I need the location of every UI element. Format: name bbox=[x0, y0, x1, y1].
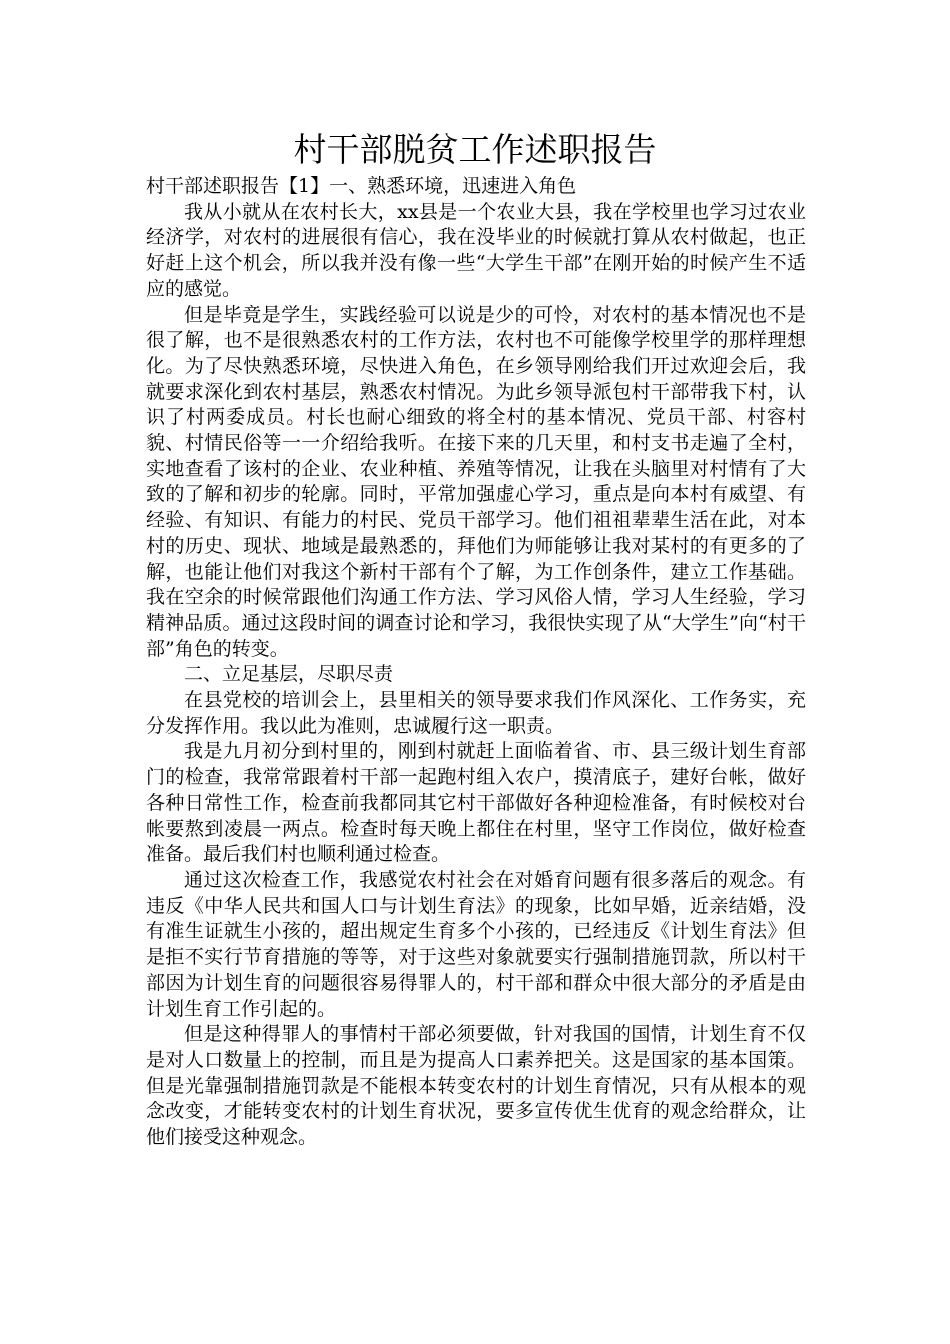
paragraph: 但是毕竟是学生，实践经验可以说是少的可怜，对农村的基本情况也不是很了解，也不是很熟悉农村的工作方法，农村也不可能像学校里学的那样理想化。为了尽快熟悉环境，尽快进入角色，在乡领导刚给我们开过欢迎会后，我就要求深化到农村基层，熟悉农村情况。为此乡领导派包村干部带我下村，认识了村两委成员。村长也耐心细致的将全村的基本情况、党员干部、村容村貌、村情民俗等一一介绍给我听。在接下来的几天里，和村支书走遍了全村，实地查看了该村的企业、农业种植、养殖等情况，让我在头脑里对村情有了大致的了解和初步的轮廓。同时，平常加强虚心学习，重点是向本村有威望、有经验、有知识、有能力的村民、党员干部学习。他们祖祖辈辈生活在此，对本村的历史、现状、地域是最熟悉的，拜他们为师能够让我对某村的有更多的了解，也能让他们对我这个新村干部有个了解，为工作创条件，建立工作基础。我在空余的时候常跟他们沟通工作方法、学习风俗人情，学习人生经验，学习精神品质。通过这段时间的调查讨论和学习，我很快实现了从“大学生”向“村干部”角色的转变。 bbox=[146, 303, 806, 660]
paragraph: 我从小就从在农村长大，xx县是一个农业大县，我在学校里也学习过农业经济学，对农村的进展很有信心，我在没毕业的时候就打算从农村做起，也正好赶上这个机会，所以我并没有像一些“大学生干部”在刚开始的时候产生不适应的感觉。 bbox=[146, 200, 806, 300]
section-heading: 二、立足基层，尽职尽责 bbox=[184, 663, 394, 686]
paragraph: 通过这次检查工作，我感觉农村社会在对婚育问题有很多落后的观念。有违反《中华人民共和国人口与计划生育法》的现象，比如早婚，近亲结婚，没有准生证就生小孩的，超出规定生育多个小孩的，已经违反《计划生育法》但是拒不实行节育措施的等等，对于这些对象就要实行强制措施罚款，所以村干部因为计划生育的问题很容易得罪人的，村干部和群众中很大部分的矛盾是由计划生育工作引起的。 bbox=[146, 868, 806, 1020]
document-body bbox=[146, 174, 806, 1151]
paragraph: 在县党校的培训会上，县里相关的领导要求我们作风深化、工作务实，充分发挥作用。我以此为准则，忠诚履行这一职责。 bbox=[146, 689, 806, 737]
paragraph-intro: 村干部述职报告【1】一、熟悉环境，迅速进入角色 bbox=[146, 175, 577, 197]
document-title: 村干部脱贫工作述职报告 bbox=[293, 130, 657, 169]
paragraph: 我是九月初分到村里的，刚到村就赶上面临着省、市、县三级计划生育部门的检查，我常常跟着村干部一起跑村组入农户，摸清底子，建好台帐，做好各种日常性工作，检查前我都同其它村干部做好各种迎检准备，有时候校对台帐要熬到凌晨一两点。检查时每天晚上都住在村里，坚守工作岗位，做好检查准备。最后我们村也顺利通过检查。 bbox=[146, 740, 806, 866]
paragraph: 但是这种得罪人的事情村干部必须要做，针对我国的国情，计划生育不仅是对人口数量上的控制，而且是为提高人口素养把关。这是国家的基本国策。但是光靠强制措施罚款是不能根本转变农村的计划生育情况，只有从根本的观念改变，才能转变农村的计划生育状况，要多宣传优生优育的观念给群众，让他们接受这种观念。 bbox=[146, 1023, 806, 1149]
